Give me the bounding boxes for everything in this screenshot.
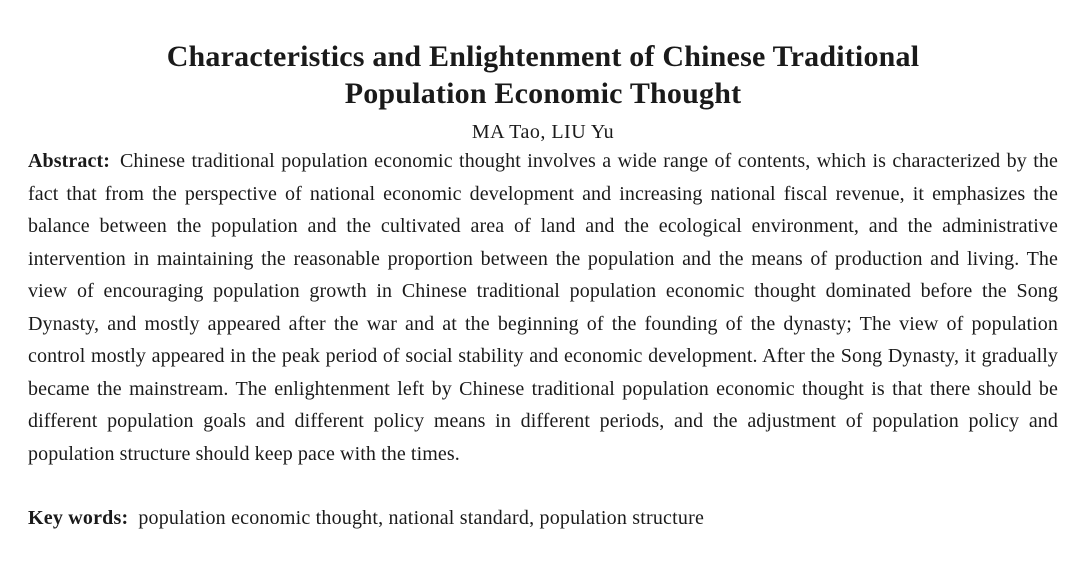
title-line-1: Characteristics and Enlightenment of Chinese Traditional: [166, 40, 920, 73]
keywords-text: population economic thought, national standard, population structure: [138, 507, 705, 529]
paper-title: [28, 38, 1058, 112]
abstract: [28, 145, 1058, 470]
abstract-text: Chinese traditional population economic thought involves a wide range of contents, which is characterized by the fact that from the perspective of national economic development and increasing national fiscal revenue, it emphasizes the balance between the population and the cultivated area of land and the ecological environment, and the administrative intervention in maintaining the reasonable proportion between the population and the means of production and living. The view of encouraging population growth in Chinese traditional population economic thought dominated before the Song Dynasty, and mostly appeared after the war and at the beginning of the founding of the dynasty; The view of population control mostly appeared in the peak period of social stability and economic development. After the Song Dynasty, it gradually became the mainstream. The enlightenment left by Chinese traditional population economic thought is that there should be different population goals and different policy means in different periods, and the adjustment of population policy and population structure should keep pace with the times.: [28, 150, 1058, 465]
keywords-label: Key words:: [28, 507, 129, 529]
abstract-label: Abstract:: [28, 150, 110, 172]
authors: MA Tao, LIU Yu: [471, 121, 615, 143]
paper-page: [28, 38, 1058, 532]
keywords: [28, 504, 1058, 532]
title-line-2: Population Economic Thought: [344, 77, 742, 110]
